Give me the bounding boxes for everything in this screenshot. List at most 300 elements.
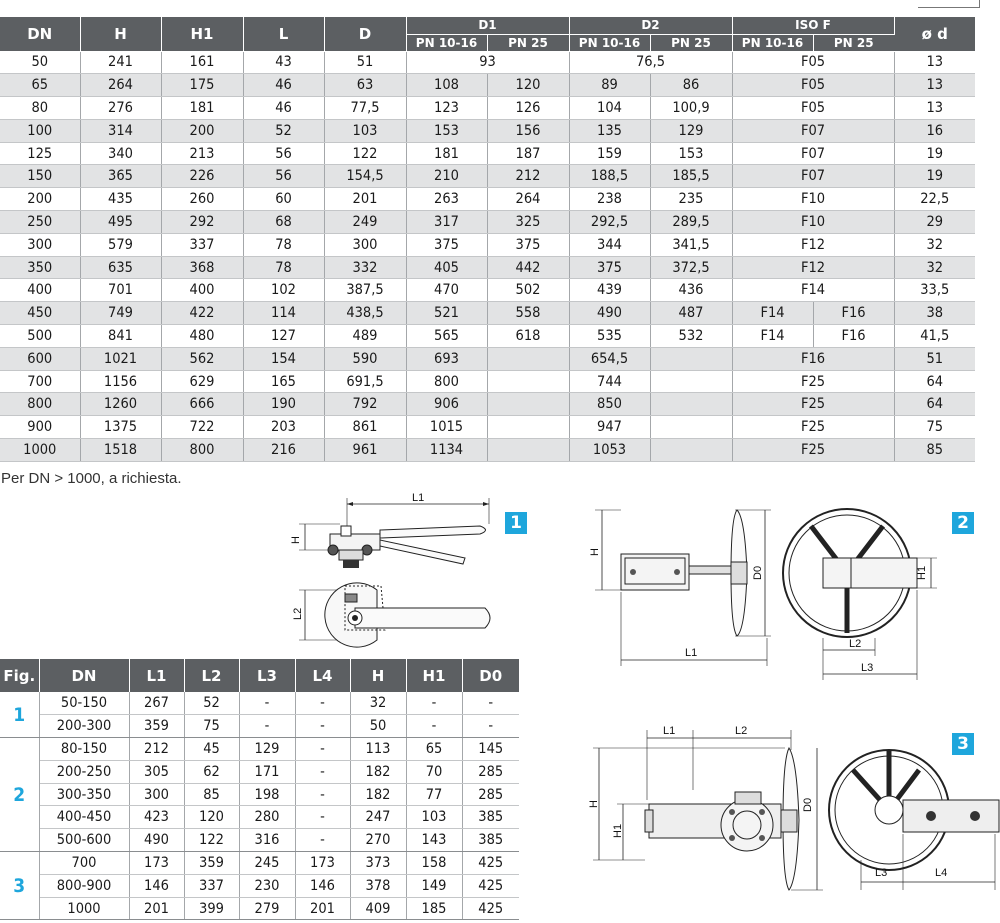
table-cell: 46 — [243, 97, 324, 120]
table-cell: 260 — [161, 188, 243, 211]
table-cell: 722 — [161, 416, 243, 439]
table-cell: 372,5 — [650, 256, 732, 279]
table-cell: 900 — [0, 416, 80, 439]
table-cell: - — [239, 715, 295, 738]
table-cell: 405 — [406, 256, 487, 279]
table-cell: 744 — [569, 370, 650, 393]
table-cell: 76,5 — [569, 51, 732, 74]
table-cell: 749 — [80, 302, 161, 325]
table-cell: 56 — [243, 142, 324, 165]
table-cell: - — [295, 715, 350, 738]
table-cell: 235 — [650, 188, 732, 211]
size-header-h1: H1 — [406, 659, 462, 692]
table-cell: F07 — [732, 119, 894, 142]
table-cell: 46 — [243, 74, 324, 97]
table-row — [0, 165, 975, 188]
table-cell: 337 — [161, 233, 243, 256]
dimensions-table-body — [0, 51, 975, 461]
figure-2-handwheel-drawing — [585, 498, 945, 693]
table-row — [0, 897, 519, 920]
table-cell: 33,5 — [894, 279, 975, 302]
table-cell: 300 — [324, 233, 406, 256]
table-cell: 841 — [80, 325, 161, 348]
table-cell: 1156 — [80, 370, 161, 393]
table-row — [0, 760, 519, 783]
size-header-l3: L3 — [239, 659, 295, 692]
table-cell: F07 — [732, 142, 894, 165]
table-cell: 947 — [569, 416, 650, 439]
table-row — [0, 188, 975, 211]
table-cell: F10 — [732, 211, 894, 234]
header-d1-pn1016: PN 10-16 — [406, 34, 487, 51]
table-cell: 800 — [406, 370, 487, 393]
table-cell: 800-900 — [39, 874, 129, 897]
table-cell: 43 — [243, 51, 324, 74]
table-cell: 200-300 — [39, 715, 129, 738]
table-cell: 264 — [80, 74, 161, 97]
table-cell: 422 — [161, 302, 243, 325]
table-cell: 700 — [39, 852, 129, 875]
table-cell: 210 — [406, 165, 487, 188]
table-cell: 340 — [80, 142, 161, 165]
table-cell: 16 — [894, 119, 975, 142]
table-cell: 104 — [569, 97, 650, 120]
table-cell: 187 — [487, 142, 569, 165]
table-cell: 450 — [0, 302, 80, 325]
header-l: L — [243, 17, 324, 51]
table-row — [0, 51, 975, 74]
table-cell: 129 — [239, 738, 295, 761]
table-cell: 50 — [350, 715, 406, 738]
table-row — [0, 393, 975, 416]
table-cell — [487, 393, 569, 416]
table-cell: 1375 — [80, 416, 161, 439]
header-d1: D1 — [406, 17, 569, 34]
table-cell: 122 — [184, 829, 239, 852]
table-cell: 317 — [406, 211, 487, 234]
table-cell: F16 — [732, 347, 894, 370]
table-cell — [487, 416, 569, 439]
table-cell: 245 — [239, 852, 295, 875]
table-cell: 153 — [650, 142, 732, 165]
table-cell: 961 — [324, 439, 406, 462]
table-cell: 264 — [487, 188, 569, 211]
table-cell: 579 — [80, 233, 161, 256]
size-header-l1: L1 — [129, 659, 184, 692]
table-cell: 423 — [129, 806, 184, 829]
table-cell: 300 — [129, 783, 184, 806]
table-cell: - — [406, 715, 462, 738]
size-header-h: H — [350, 659, 406, 692]
fig3-l2-label: L2 — [735, 725, 748, 737]
table-cell: 41,5 — [894, 325, 975, 348]
table-cell: 558 — [487, 302, 569, 325]
table-cell: F05 — [732, 51, 894, 74]
table-cell: 300 — [0, 233, 80, 256]
size-header-l4: L4 — [295, 659, 350, 692]
figure-2-badge: 2 — [952, 512, 974, 534]
table-cell: 100,9 — [650, 97, 732, 120]
table-cell: 113 — [350, 738, 406, 761]
table-row — [0, 211, 975, 234]
table-cell: 102 — [243, 279, 324, 302]
table-row — [0, 439, 975, 462]
table-row — [0, 279, 975, 302]
table-cell: 292,5 — [569, 211, 650, 234]
table-cell: 480 — [161, 325, 243, 348]
table-cell: 800 — [161, 439, 243, 462]
table-cell: 565 — [406, 325, 487, 348]
table-cell: 143 — [406, 829, 462, 852]
header-h: H — [80, 17, 161, 51]
table-cell: 373 — [350, 852, 406, 875]
table-cell: 241 — [80, 51, 161, 74]
table-cell: 125 — [0, 142, 80, 165]
actuator-size-header-row — [0, 659, 519, 692]
table-cell: 103 — [324, 119, 406, 142]
table-cell: 635 — [80, 256, 161, 279]
table-cell — [650, 416, 732, 439]
table-cell: 438,5 — [324, 302, 406, 325]
table-cell: 489 — [324, 325, 406, 348]
table-cell: 156 — [487, 119, 569, 142]
table-cell: 212 — [129, 738, 184, 761]
table-cell: 1000 — [0, 439, 80, 462]
table-cell: 368 — [161, 256, 243, 279]
table-cell: 22,5 — [894, 188, 975, 211]
actuator-size-table-body — [0, 692, 519, 920]
table-cell: F14 — [732, 302, 813, 325]
table-cell: 182 — [350, 783, 406, 806]
table-cell: 285 — [462, 760, 519, 783]
corner-mark — [918, 0, 980, 8]
table-cell: 129 — [650, 119, 732, 142]
header-d2: D2 — [569, 17, 732, 34]
table-cell: 216 — [243, 439, 324, 462]
fig3-h-label: H — [588, 800, 600, 808]
table-cell: 13 — [894, 51, 975, 74]
table-cell: 108 — [406, 74, 487, 97]
table-cell: F14 — [732, 325, 813, 348]
table-cell: 532 — [650, 325, 732, 348]
table-cell: 250 — [0, 211, 80, 234]
table-cell: - — [295, 783, 350, 806]
table-cell: 19 — [894, 142, 975, 165]
table-cell: 150 — [0, 165, 80, 188]
table-cell: 263 — [406, 188, 487, 211]
table-cell: 100 — [0, 119, 80, 142]
table-cell: 158 — [406, 852, 462, 875]
table-cell — [650, 439, 732, 462]
table-cell: F25 — [732, 439, 894, 462]
table-cell: 114 — [243, 302, 324, 325]
table-cell: 181 — [161, 97, 243, 120]
fig2-h1-label: H1 — [916, 565, 928, 580]
fig3-d0-label: D0 — [802, 797, 814, 812]
fig1-l2-label: L2 — [292, 607, 304, 620]
table-cell: 185 — [406, 897, 462, 920]
table-cell: 314 — [80, 119, 161, 142]
table-cell: 1134 — [406, 439, 487, 462]
table-cell: 50-150 — [39, 692, 129, 715]
table-cell: 654,5 — [569, 347, 650, 370]
table-cell: 75 — [184, 715, 239, 738]
table-cell: 80-150 — [39, 738, 129, 761]
figure-1-lever-drawing — [285, 490, 500, 655]
table-cell: 175 — [161, 74, 243, 97]
table-cell: 387,5 — [324, 279, 406, 302]
table-cell: 470 — [406, 279, 487, 302]
table-cell: 198 — [239, 783, 295, 806]
table-cell: 65 — [0, 74, 80, 97]
size-header-fig: Fig. — [0, 659, 39, 692]
table-cell: 135 — [569, 119, 650, 142]
fig2-d0-label: D0 — [752, 565, 764, 580]
header-iso: ISO F — [732, 17, 894, 34]
table-cell: 154 — [243, 347, 324, 370]
table-cell: 618 — [487, 325, 569, 348]
table-cell: 490 — [129, 829, 184, 852]
table-cell: 201 — [295, 897, 350, 920]
table-cell: 32 — [894, 233, 975, 256]
header-h1: H1 — [161, 17, 243, 51]
table-row — [0, 738, 519, 761]
table-cell: 300-350 — [39, 783, 129, 806]
table-cell: 1053 — [569, 439, 650, 462]
table-cell: 146 — [129, 874, 184, 897]
table-cell: 289,5 — [650, 211, 732, 234]
table-cell: 425 — [462, 897, 519, 920]
fig3-l1-label: L1 — [663, 725, 676, 737]
table-row — [0, 715, 519, 738]
table-row — [0, 874, 519, 897]
table-cell: 399 — [184, 897, 239, 920]
table-cell: 212 — [487, 165, 569, 188]
table-cell: - — [239, 692, 295, 715]
table-cell: 52 — [184, 692, 239, 715]
table-cell — [650, 393, 732, 416]
figure-3-badge: 3 — [952, 733, 974, 755]
table-cell: F12 — [732, 233, 894, 256]
table-cell: F10 — [732, 188, 894, 211]
table-cell: 127 — [243, 325, 324, 348]
table-cell: 359 — [129, 715, 184, 738]
table-cell: F25 — [732, 370, 894, 393]
table-cell: 305 — [129, 760, 184, 783]
table-cell: 500-600 — [39, 829, 129, 852]
table-cell: 375 — [406, 233, 487, 256]
table-cell: 400-450 — [39, 806, 129, 829]
table-cell — [487, 347, 569, 370]
figure-number: 3 — [0, 852, 39, 920]
table-cell: 400 — [0, 279, 80, 302]
table-cell: 200 — [0, 188, 80, 211]
table-cell: 1260 — [80, 393, 161, 416]
table-cell: 93 — [406, 51, 569, 74]
table-cell: 1000 — [39, 897, 129, 920]
table-cell: - — [462, 715, 519, 738]
fig3-h1-label: H1 — [612, 823, 624, 838]
table-row — [0, 416, 975, 439]
table-cell: 75 — [894, 416, 975, 439]
table-cell: 213 — [161, 142, 243, 165]
table-row — [0, 233, 975, 256]
table-cell: 350 — [0, 256, 80, 279]
table-cell — [487, 370, 569, 393]
table-cell: F07 — [732, 165, 894, 188]
table-row — [0, 302, 975, 325]
header-iso-pn25: PN 25 — [813, 34, 894, 51]
table-cell: 425 — [462, 874, 519, 897]
table-cell: 165 — [243, 370, 324, 393]
table-cell: 500 — [0, 325, 80, 348]
table-cell: 850 — [569, 393, 650, 416]
fig2-l2-label: L2 — [849, 638, 862, 650]
table-row — [0, 806, 519, 829]
table-cell: 188,5 — [569, 165, 650, 188]
figure-number: 1 — [0, 692, 39, 738]
table-cell: 666 — [161, 393, 243, 416]
table-cell: 436 — [650, 279, 732, 302]
table-cell: 1518 — [80, 439, 161, 462]
header-dn: DN — [0, 17, 80, 51]
table-cell: 502 — [487, 279, 569, 302]
table-cell: F05 — [732, 97, 894, 120]
table-cell: - — [295, 760, 350, 783]
table-cell: 344 — [569, 233, 650, 256]
table-cell: - — [295, 692, 350, 715]
header-d: D — [324, 17, 406, 51]
table-cell: 120 — [487, 74, 569, 97]
table-cell: 171 — [239, 760, 295, 783]
size-header-d0: D0 — [462, 659, 519, 692]
table-cell: 276 — [80, 97, 161, 120]
figure-1-badge: 1 — [505, 512, 527, 534]
table-row — [0, 370, 975, 393]
table-row — [0, 74, 975, 97]
table-cell: 78 — [243, 256, 324, 279]
table-cell: 435 — [80, 188, 161, 211]
fig3-l4-label: L4 — [935, 867, 948, 879]
table-cell: 495 — [80, 211, 161, 234]
size-header-dn: DN — [39, 659, 129, 692]
table-cell: F16 — [813, 302, 894, 325]
table-cell: - — [406, 692, 462, 715]
table-cell: 792 — [324, 393, 406, 416]
figure-3-gearbox-drawing — [585, 710, 1000, 895]
table-cell: 200-250 — [39, 760, 129, 783]
table-cell: 173 — [295, 852, 350, 875]
table-cell: 487 — [650, 302, 732, 325]
table-cell: 45 — [184, 738, 239, 761]
table-cell: F25 — [732, 393, 894, 416]
table-cell: 32 — [894, 256, 975, 279]
table-cell: 490 — [569, 302, 650, 325]
table-row — [0, 119, 975, 142]
table-cell: 154,5 — [324, 165, 406, 188]
table-cell: 52 — [243, 119, 324, 142]
table-cell: 378 — [350, 874, 406, 897]
table-cell: 280 — [239, 806, 295, 829]
table-cell: 701 — [80, 279, 161, 302]
footnote: Per DN > 1000, a richiesta. — [1, 470, 182, 487]
table-row — [0, 692, 519, 715]
table-row — [0, 256, 975, 279]
table-row — [0, 852, 519, 875]
table-cell: - — [462, 692, 519, 715]
table-cell: 341,5 — [650, 233, 732, 256]
size-header-l2: L2 — [184, 659, 239, 692]
table-cell: 63 — [324, 74, 406, 97]
table-cell: 226 — [161, 165, 243, 188]
table-cell: 359 — [184, 852, 239, 875]
fig2-l1-label: L1 — [685, 647, 698, 659]
table-cell: 442 — [487, 256, 569, 279]
table-cell: 409 — [350, 897, 406, 920]
table-cell: 65 — [406, 738, 462, 761]
table-row — [0, 783, 519, 806]
table-cell: 385 — [462, 829, 519, 852]
table-cell: 51 — [324, 51, 406, 74]
table-cell: 316 — [239, 829, 295, 852]
header-iso-pn1016: PN 10-16 — [732, 34, 813, 51]
table-cell: 375 — [569, 256, 650, 279]
table-cell: 32 — [350, 692, 406, 715]
table-cell: 185,5 — [650, 165, 732, 188]
header-od: ø d — [894, 17, 975, 51]
table-cell: 375 — [487, 233, 569, 256]
table-cell: 279 — [239, 897, 295, 920]
table-cell: 201 — [324, 188, 406, 211]
table-row — [0, 829, 519, 852]
table-cell: 181 — [406, 142, 487, 165]
table-cell: 691,5 — [324, 370, 406, 393]
table-cell: 190 — [243, 393, 324, 416]
table-cell: 861 — [324, 416, 406, 439]
header-d1-pn25: PN 25 — [487, 34, 569, 51]
table-cell: - — [295, 806, 350, 829]
table-cell: - — [295, 738, 350, 761]
table-cell: 120 — [184, 806, 239, 829]
table-cell: 201 — [129, 897, 184, 920]
table-cell: 13 — [894, 74, 975, 97]
table-cell: 562 — [161, 347, 243, 370]
table-cell: 365 — [80, 165, 161, 188]
table-cell: 13 — [894, 97, 975, 120]
table-cell: 700 — [0, 370, 80, 393]
table-cell — [487, 439, 569, 462]
table-row — [0, 142, 975, 165]
table-cell: 332 — [324, 256, 406, 279]
table-cell: 600 — [0, 347, 80, 370]
table-cell: 267 — [129, 692, 184, 715]
table-cell: 590 — [324, 347, 406, 370]
table-cell: 50 — [0, 51, 80, 74]
table-cell: 425 — [462, 852, 519, 875]
fig2-l3-label: L3 — [861, 662, 874, 674]
table-cell: 285 — [462, 783, 519, 806]
table-row — [0, 97, 975, 120]
table-cell: 200 — [161, 119, 243, 142]
table-cell: 1021 — [80, 347, 161, 370]
table-cell: 85 — [894, 439, 975, 462]
table-cell: 123 — [406, 97, 487, 120]
table-cell: 247 — [350, 806, 406, 829]
table-cell: 62 — [184, 760, 239, 783]
table-cell: 56 — [243, 165, 324, 188]
table-cell: 146 — [295, 874, 350, 897]
table-cell: 60 — [243, 188, 324, 211]
